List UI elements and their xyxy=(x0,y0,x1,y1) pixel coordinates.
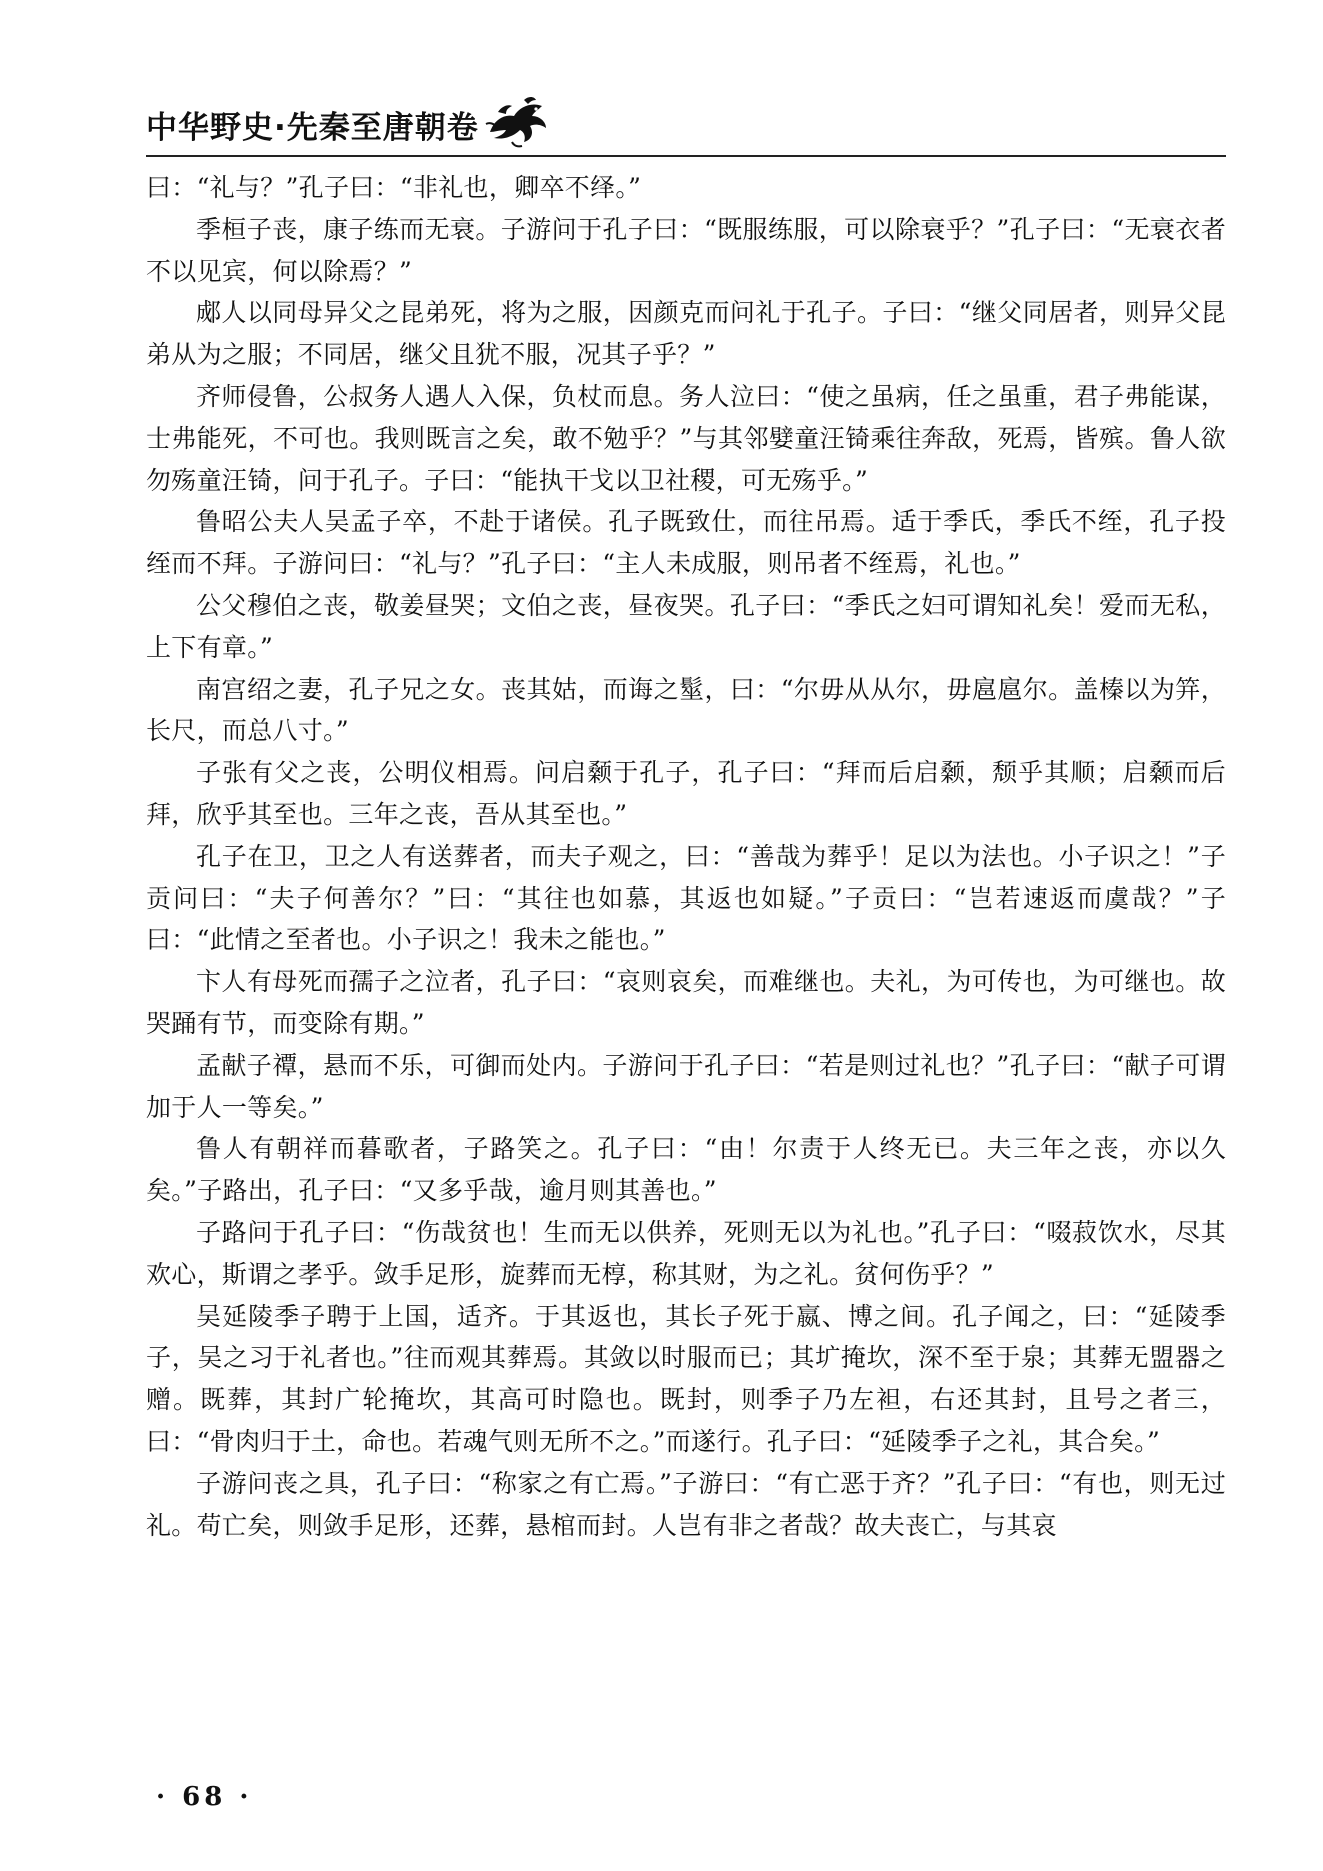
paragraph: 孟献子禫，悬而不乐，可御而处内。子游问于孔子曰：“若是则过礼也？”孔子曰：“献子可谓加于人一等矣。” xyxy=(146,1050,1226,1122)
paragraph: 季桓子丧，康子练而无衰。子游问于孔子曰：“既服练服，可以除衰乎？”孔子曰：“无衰衣者不以见宾，何以除焉？” xyxy=(146,214,1226,286)
paragraph: 曰：“礼与？”孔子曰：“非礼也，卿卒不绎。” xyxy=(146,173,642,202)
paragraph: 公父穆伯之丧，敬姜昼哭；文伯之丧，昼夜哭。孔子曰：“季氏之妇可谓知礼矣！爱而无私，上下有章。” xyxy=(146,590,1226,662)
paragraph: 齐师侵鲁，公叔务人遇人入保，负杖而息。务人泣曰：“使之虽病，任之虽重，君子弗能谋，士弗能死，不可也。我则既言之矣，敢不勉乎？”与其邻嬖童汪锜乘往奔敌，死焉，皆殡。鲁人欲勿殇童汪锜，问于孔子。子曰：“能执干戈以卫社稷，可无殇乎。” xyxy=(146,381,1226,495)
page-number: · 68 · xyxy=(156,1782,253,1812)
header-rule xyxy=(146,155,1226,157)
dragon-emblem-icon xyxy=(484,94,552,148)
paragraph: 南宫绍之妻，孔子兄之女。丧其姑，而诲之髽，曰：“尔毋从从尔，毋扈扈尔。盖榛以为笄，长尺，而总八寸。” xyxy=(146,674,1226,746)
paragraph: 鲁人有朝祥而暮歌者，子路笑之。孔子曰：“由！尔责于人终无已。夫三年之丧，亦以久矣。”子路出，孔子曰：“又多乎哉，逾月则其善也。” xyxy=(146,1134,1226,1206)
paragraph: 子游问丧之具，孔子曰：“称家之有亡焉。”子游曰：“有亡恶于齐？”孔子曰：“有也，则无过礼。苟亡矣，则敛手足形，还葬，悬棺而封。人岂有非之者哉？故夫丧亡，与其哀 xyxy=(146,1468,1226,1540)
header-title: 中华野史·先秦至唐朝卷 xyxy=(146,110,479,146)
paragraph: 吴延陵季子聘于上国，适齐。于其返也，其长子死于嬴、博之间。孔子闻之，曰：“延陵季子，吴之习于礼者也。”往而观其葬焉。其敛以时服而已；其圹掩坎，深不至于泉；其葬无盟器之赠。既葬，其封广轮掩坎，其高可时隐也。既封，则季子乃左袒，右还其封，且号之者三，曰：“骨肉归于土，命也。若魂气则无所不之。”而遂行。孔子曰：“延陵季子之礼，其合矣。” xyxy=(146,1301,1226,1456)
body-text xyxy=(146,167,1226,1546)
running-header xyxy=(146,96,1226,148)
paragraph: 郕人以同母异父之昆弟死，将为之服，因颜克而问礼于孔子。子曰：“继父同居者，则异父昆弟从为之服；不同居，继父且犹不服，况其子乎？” xyxy=(146,298,1226,370)
paragraph: 孔子在卫，卫之人有送葬者，而夫子观之，曰：“善哉为葬乎！足以为法也。小子识之！”子贡问曰：“夫子何善尔？”曰：“其往也如慕，其返也如疑。”子贡曰：“岂若速返而虞哉？”子曰：“此情之至者也。小子识之！我未之能也。” xyxy=(146,841,1226,955)
paragraph: 子张有父之丧，公明仪相焉。问启颡于孔子，孔子曰：“拜而后启颡，颓乎其顺；启颡而后拜，欣乎其至也。三年之丧，吾从其至也。” xyxy=(146,758,1226,829)
paragraph: 鲁昭公夫人吴孟子卒，不赴于诸侯。孔子既致仕，而往吊焉。适于季氏，季氏不绖，孔子投绖而不拜。子游问曰：“礼与？”孔子曰：“主人未成服，则吊者不绖焉，礼也。” xyxy=(146,507,1226,579)
paragraph: 卞人有母死而孺子之泣者，孔子曰：“哀则哀矣，而难继也。夫礼，为可传也，为可继也。故哭踊有节，而变除有期。” xyxy=(146,967,1226,1038)
paragraph: 子路问于孔子曰：“伤哉贫也！生而无以供养，死则无以为礼也。”孔子曰：“啜菽饮水，尽其欢心，斯谓之孝乎。敛手足形，旋葬而无椁，称其财，为之礼。贫何伤乎？” xyxy=(146,1217,1226,1289)
